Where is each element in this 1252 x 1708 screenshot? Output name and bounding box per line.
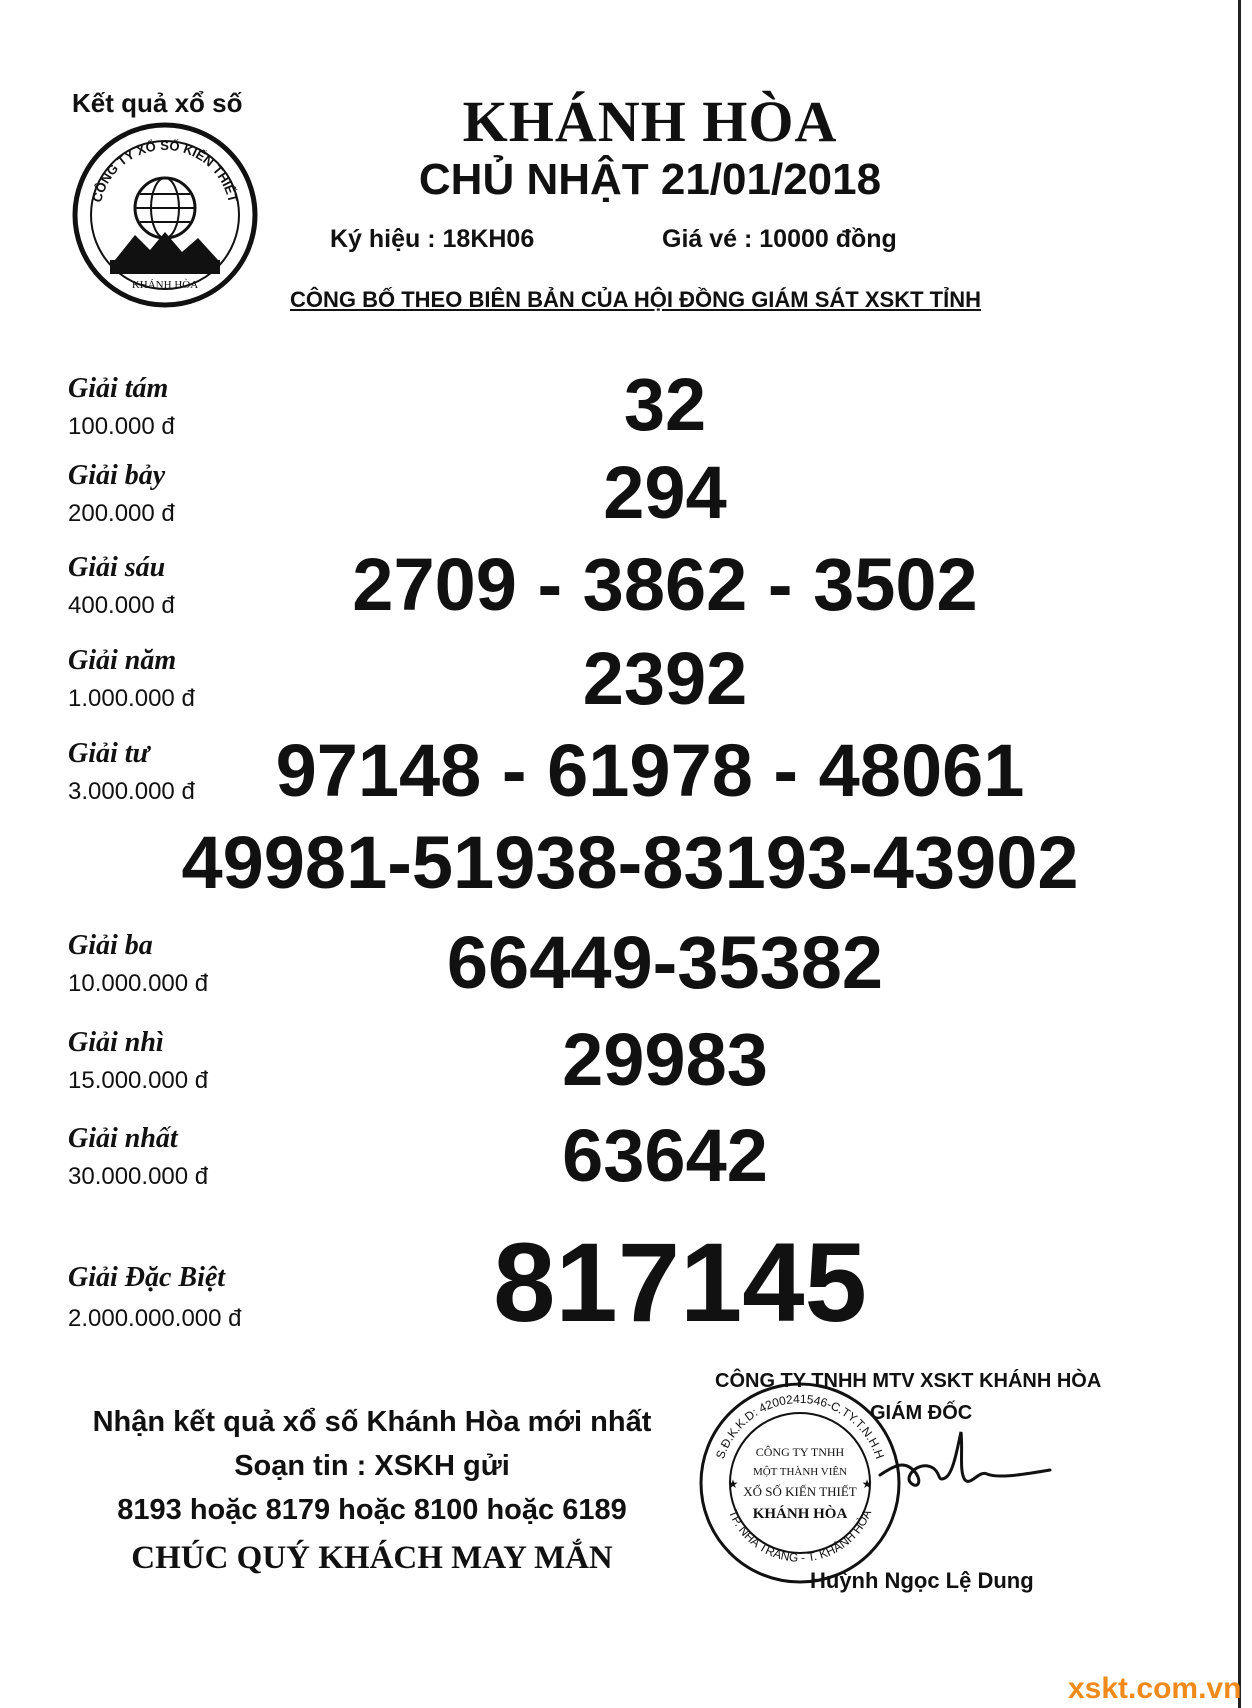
prize-numbers-1: 63642 <box>562 1114 768 1197</box>
footer-line-2: Soạn tin : XSKH gửi <box>234 1450 510 1482</box>
prize-name-6: Giải sáu <box>68 552 166 583</box>
footer-wish: CHÚC QUÝ KHÁCH MAY MẮN <box>131 1540 613 1576</box>
prize-name-3: Giải ba <box>68 930 153 961</box>
prize-amount-5: 1.000.000 đ <box>68 685 195 712</box>
prize-numbers-4: 97148 - 61978 - 48061 <box>275 729 1025 812</box>
official-seal <box>695 1378 905 1588</box>
issuing-company: CÔNG TY TNHH MTV XSKT KHÁNH HÒA <box>715 1370 1102 1392</box>
prize-numbers-2: 29983 <box>562 1018 768 1101</box>
seal-line-3: XỔ SỐ KIẾN THIẾT <box>743 1484 857 1499</box>
signer-name: Huỳnh Ngọc Lệ Dung <box>810 1568 1034 1593</box>
ticket-price: Giá vé : 10000 đồng <box>662 225 897 253</box>
prize-name-4: Giải tư <box>68 738 150 769</box>
prize-name-special: Giải Đặc Biệt <box>68 1262 226 1293</box>
footer-line-1: Nhận kết quả xổ số Khánh Hòa mới nhất <box>92 1406 652 1438</box>
prize-numbers-4-row2: 49981-51938-83193-43902 <box>181 821 1079 904</box>
prize-name-1: Giải nhất <box>68 1123 178 1154</box>
prize-amount-1: 30.000.000 đ <box>68 1163 209 1190</box>
prize-numbers-6: 2709 - 3862 - 3502 <box>352 543 978 626</box>
svg-text:★: ★ <box>727 1477 739 1491</box>
prize-amount-8: 100.000 đ <box>68 413 175 440</box>
prize-name-8: Giải tám <box>68 373 169 404</box>
prize-amount-6: 400.000 đ <box>68 592 175 619</box>
prize-name-2: Giải nhì <box>68 1027 164 1058</box>
site-watermark: xskt.com.vn <box>1068 1672 1242 1705</box>
prize-numbers-8: 32 <box>623 363 707 446</box>
prize-amount-7: 200.000 đ <box>68 500 175 527</box>
logo-ring-text: CÔNG TY XỔ SỐ KIẾN THIẾT <box>89 137 241 204</box>
draw-date: CHỦ NHẬT 21/01/2018 <box>418 155 882 204</box>
prize-amount-2: 15.000.000 đ <box>68 1067 209 1094</box>
prize-amount-4: 3.000.000 đ <box>68 778 195 805</box>
seal-ring-top: S.Đ.K.K.D: 4200241546-C.TY.T.N.H.H <box>713 1391 887 1461</box>
prize-numbers-special: 817145 <box>493 1220 867 1345</box>
prize-amount-special: 2.000.000.000 đ <box>68 1305 242 1332</box>
director-title: GIÁM ĐỐC <box>870 1402 973 1424</box>
seal-line-2: MỘT THÀNH VIÊN <box>752 1466 848 1478</box>
seal-ring-bottom: TP. NHA TRANG - T. KHÁNH HÒA <box>725 1507 875 1565</box>
prize-name-5: Giải năm <box>68 645 177 676</box>
seal-line-4: KHÁNH HÒA <box>752 1506 848 1522</box>
prize-amount-3: 10.000.000 đ <box>68 970 209 997</box>
director-signature <box>875 1420 1055 1510</box>
logo-bottom-text: KHÁNH HÒA <box>131 279 199 291</box>
official-notice: CÔNG BỐ THEO BIÊN BẢN CỦA HỘI ĐỒNG GIÁM SÁT XSKT TỈNH <box>290 287 981 312</box>
page-edge-line <box>1238 0 1241 1708</box>
prize-numbers-3: 66449-35382 <box>446 921 884 1004</box>
prize-numbers-5: 2392 <box>582 637 748 720</box>
ticket-symbol: Ký hiệu : 18KH06 <box>330 225 535 253</box>
seal-line-1: CÔNG TY TNHH <box>755 1445 845 1459</box>
logo-caption: Kết quả xổ số <box>72 88 243 118</box>
company-logo <box>70 120 260 310</box>
svg-text:★: ★ <box>861 1477 873 1491</box>
prize-numbers-7: 294 <box>603 451 727 534</box>
prize-name-7: Giải bảy <box>68 460 166 491</box>
footer-line-3: 8193 hoặc 8179 hoặc 8100 hoặc 6189 <box>117 1494 627 1526</box>
page-title: KHÁNH HÒA <box>462 89 838 154</box>
